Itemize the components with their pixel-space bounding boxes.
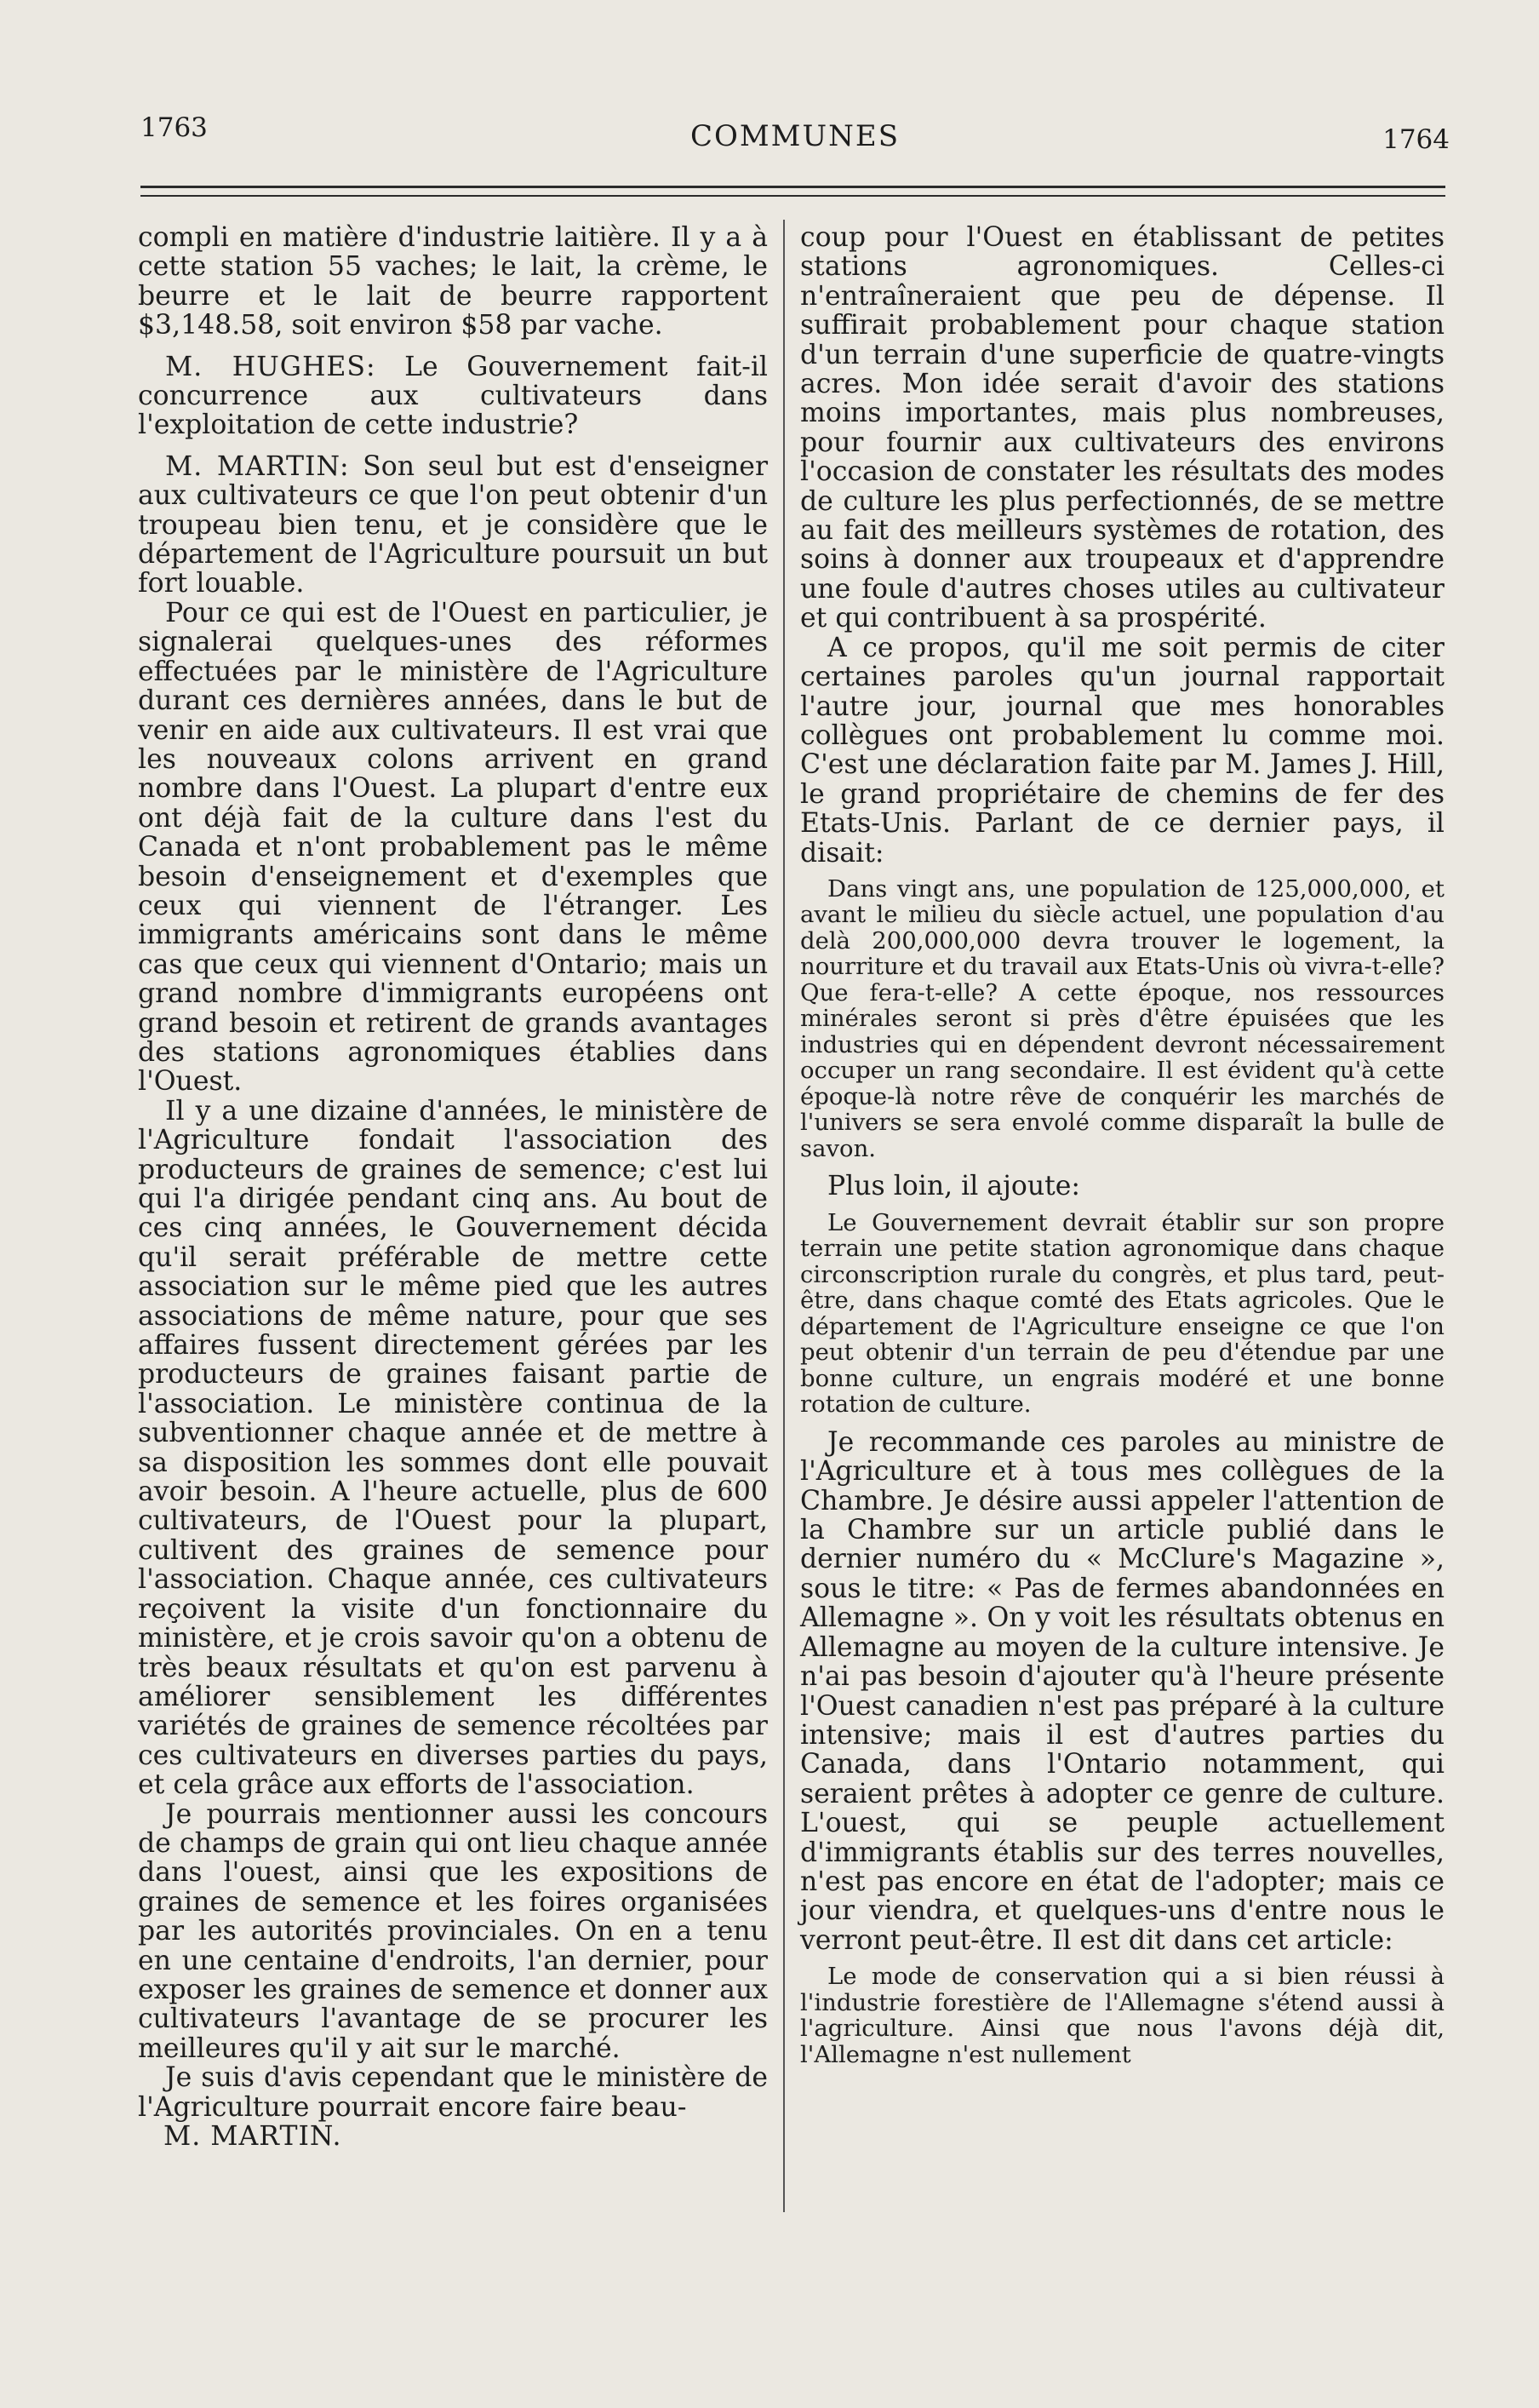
left-paragraph (138, 452, 768, 599)
right-paragraph: Plus loin, il ajoute: (827, 1171, 1081, 1202)
speaker-name: M. MARTIN: (165, 450, 350, 482)
right-paragraph: Je recommande ces paroles au ministre de l'Agriculture et à tous mes collègues de la Chambre. Je désire aussi appeler l'attention de la Chambre sur un article publié dans le dernier numéro du « McClure's Magazine », sous le titre: « Pas de fermes abandonnées en Allemagne ». On y voit les résultats obtenus en Allemagne au moyen de la culture intensive. Je n'ai pas besoin d'ajouter qu'à l'heure présente l'Ouest canadien n'est pas préparé à la culture intensive; mais il est d'autres parties du Canada, dans l'Ontario notamment, qui seraient prêtes à adopter ce genre de culture. L'ouest, qui se peuple actuellement d'immigrants établis sur des terres nouvelles, n'est pas encore en état de l'adopter; mais ce jour viendra, et quelques-uns d'entre nous le verront peut-être. Il est dit dans cet article: (800, 1426, 1445, 1956)
left-paragraph (138, 1097, 768, 1800)
speaker-signature: M. MARTIN. (163, 2121, 342, 2152)
paragraph-text: Je suis d'avis cependant que le ministère de l'Agriculture pourrait encore faire beau- (138, 2062, 768, 2123)
paragraph-text: Son seul but est d'enseigner aux cultivateurs ce que l'on peut obtenir d'un troupeau bien tenu, et je considère que le département de l'Agriculture poursuit un but fort louable. (138, 450, 768, 599)
running-title: COMMUNES (689, 119, 901, 153)
header-rule-bottom (140, 195, 1445, 197)
paragraph-text: compli en matière d'industrie laitière. Il y a à cette station 55 vaches; le lait, la crème, le beurre et le lait de beurre rapportent $3,148.58, soit environ $58 par vache. (138, 222, 768, 341)
left-paragraph (138, 2063, 768, 2122)
paragraph-text: Le Gouvernement fait-il concurrence aux cultivateurs dans l'exploitation de cette industrie? (138, 351, 768, 441)
paragraph-text: Je pourrais mentionner aussi les concours de champs de grain qui ont lieu chaque année dans l'ouest, ainsi que les expositions de graines de semence et les foires organisées par les autorités provinciales. On en a tenu en une centaine d'endroits, l'an dernier, pour exposer les graines de semence et donner aux cultivateurs l'avantage de se procurer les meilleures qu'il y ait sur le marché. (138, 1798, 768, 2064)
header-rule-top (140, 186, 1445, 188)
right-paragraph: A ce propos, qu'il me soit permis de citer certaines paroles qu'un journal rapportait l'autre jour, journal que mes honorables collègues ont probablement lu comme moi. C'est une déclaration faite par M. James J. Hill, le grand propriétaire de chemins de fer des Etats-Unis. Parlant de ce dernier pays, il disait: (800, 632, 1445, 869)
left-paragraph (138, 1800, 768, 2064)
block-quote: Le mode de conservation qui a si bien réussi à l'industrie forestière de l'Allemagne s'étend aussi à l'agriculture. Ainsi que nous l'avons déjà dit, l'Allemagne n'est nullement (800, 1963, 1445, 2068)
right-column (800, 223, 1445, 2078)
left-paragraph (138, 353, 768, 440)
block-quote: Dans vingt ans, une population de 125,000,000, et avant le milieu du siècle actuel, une population d'au delà 200,000,000 devra trouver le logement, la nourriture et du travail aux Etats-Unis où vivra-t-elle? Que fera-t-elle? A cette époque, nos ressources minérales seront si près d'être épuisées que les industries qui en dépendent devront nécessairement occuper un rang secondaire. Il est évident qu'à cette époque-là notre rêve de conquérir les marchés de l'univers se sera envolé comme disparaît la bulle de savon. (800, 874, 1445, 1162)
page-number-left: 1763 (140, 112, 208, 143)
left-column (138, 223, 768, 2151)
page-number-right: 1764 (1382, 124, 1450, 155)
paragraph-text: Il y a une dizaine d'années, le ministère de l'Agriculture fondait l'association des producteurs de graines de semence; c'est lui qui l'a dirigée pendant cinq ans. Au bout de ces cinq années, le Gouvernement décida qu'il serait préférable de mettre cette association sur le même pied que les autres associations de même nature, pour que ses affaires fussent directement gérées par les producteurs de graines faisant partie de l'association. Le ministère continua de la subventionner chaque année et de mettre à sa disposition les sommes dont elle pouvait avoir besoin. A l'heure actuelle, plus de 600 cultivateurs, de l'Ouest pour la plupart, cultivent des graines de semence pour l'association. Chaque année, ces cultivateurs reçoivent la visite d'un fonctionnaire du ministère, et je crois savoir qu'on a obtenu de très beaux résultats et qu'on est parvenu à améliorer sensiblement les différentes variétés de graines de semence récoltées par ces cultivateurs en diverses parties du pays, et cela grâce aux efforts de l'association. (138, 1095, 768, 1801)
left-paragraph (138, 223, 768, 341)
paragraph-text: Pour ce qui est de l'Ouest en particulier, je signalerai quelques-unes des réformes effectuées par le ministère de l'Agriculture durant ces dernières années, dans le but de venir en aide aux cultivateurs. Il est vrai que les nouveaux colons arrivent en grand nombre dans l'Ouest. La plupart d'entre eux ont déjà fait de la culture dans l'est du Canada et n'ont probablement pas le même besoin d'enseignement et d'exemples que ceux qui viennent de l'étranger. Les immigrants américains sont dans le même cas que ceux qui viennent d'Ontario; mais un grand nombre d'immigrants européens ont grand besoin et retirent de grands avantages des stations agronomiques établies dans l'Ouest. (138, 597, 768, 1098)
left-paragraph (138, 599, 768, 1097)
block-quote: Le Gouvernement devrait établir sur son propre terrain une petite station agronomique dans chaque circonscription rurale du congrès, et plus tard, peut-être, dans chaque comté des Etats agricoles. Que le département de l'Agriculture enseigne ce que l'on peut obtenir d'un terrain de peu d'étendue par une bonne culture, un engrais modéré et une bonne rotation de culture. (800, 1208, 1445, 1419)
column-divider (783, 220, 785, 2212)
page-header (140, 112, 1450, 163)
right-paragraph: coup pour l'Ouest en établissant de petites stations agronomiques. Celles-ci n'entraîneraient que peu de dépense. Il suffirait probablement pour chaque station d'un terrain d'une superficie de quatre-vingts acres. Mon idée serait d'avoir des stations moins importantes, mais plus nombreuses, pour fournir aux cultivateurs des environs l'occasion de constater les résultats des modes de culture les plus perfectionnés, de se mettre au fait des meilleurs systèmes de rotation, des soins à donner aux troupeaux et d'apprendre une foule d'autres choses utiles au cultivateur et qui contribuent à sa prospérité. (800, 222, 1445, 634)
speaker-name: M. HUGHES: (165, 351, 376, 382)
